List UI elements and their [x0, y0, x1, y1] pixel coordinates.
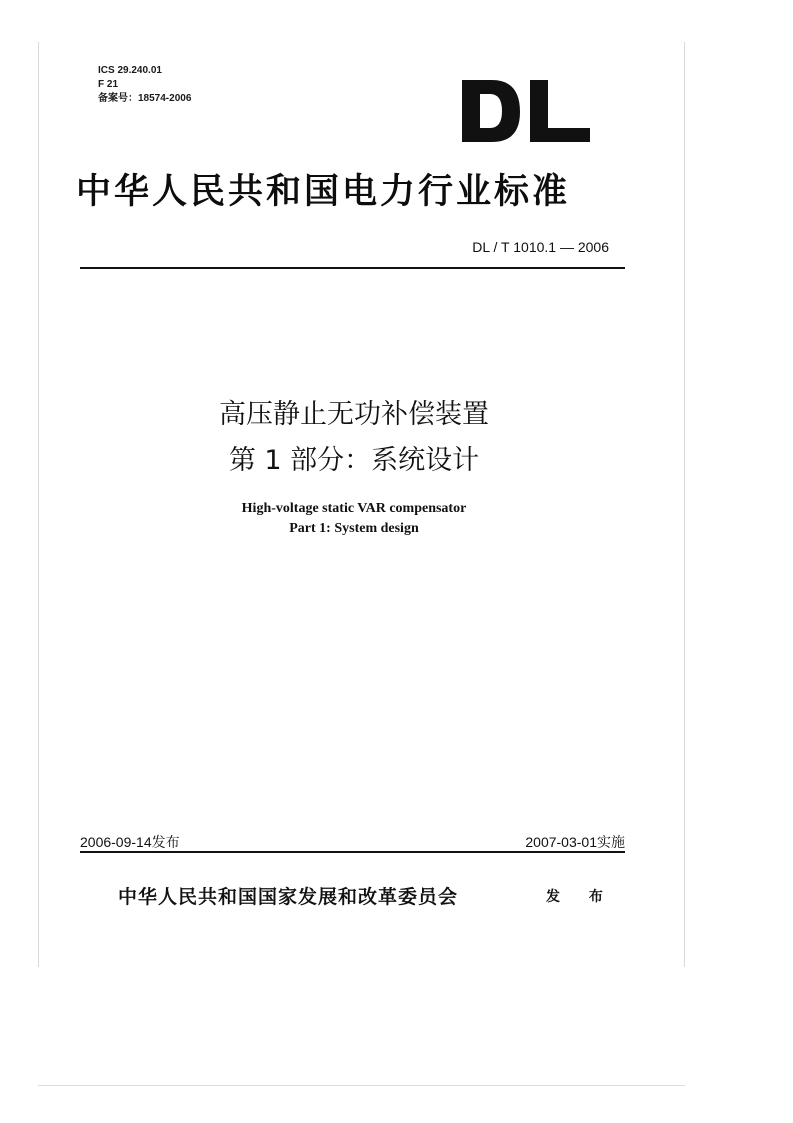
publish-label: 发 布: [546, 889, 615, 905]
ics-code: ICS 29.240.01: [98, 65, 162, 76]
dl-logo-graphic: [462, 80, 592, 146]
issue-date: 2006-09-14发布: [80, 834, 180, 850]
filing-number: 备案号：18574-2006: [98, 93, 192, 104]
issuing-authority: 中华人民共和国国家发展和改革委员会: [118, 886, 459, 908]
implementation-date: 2007-03-01实施: [525, 834, 625, 850]
chinese-title-line-2: 第 1 部分：系统设计: [228, 445, 480, 476]
standard-number: DL / T 1010.1 — 2006: [472, 239, 609, 255]
metadata-block: [98, 64, 191, 106]
english-title-line-1: High-voltage static VAR compensator: [241, 501, 467, 516]
standard-category-title: 中华人民共和国电力行业标准: [76, 171, 571, 212]
header-rule: [80, 267, 625, 269]
footer-rule: [80, 851, 625, 853]
chinese-title-line-1: 高压静止无功补偿装置: [219, 399, 489, 430]
page-bottom-divider: [38, 1085, 685, 1086]
english-title-line-2: Part 1: System design: [289, 521, 419, 536]
dl-logo: [462, 80, 592, 146]
classification-code: F 21: [98, 79, 119, 90]
